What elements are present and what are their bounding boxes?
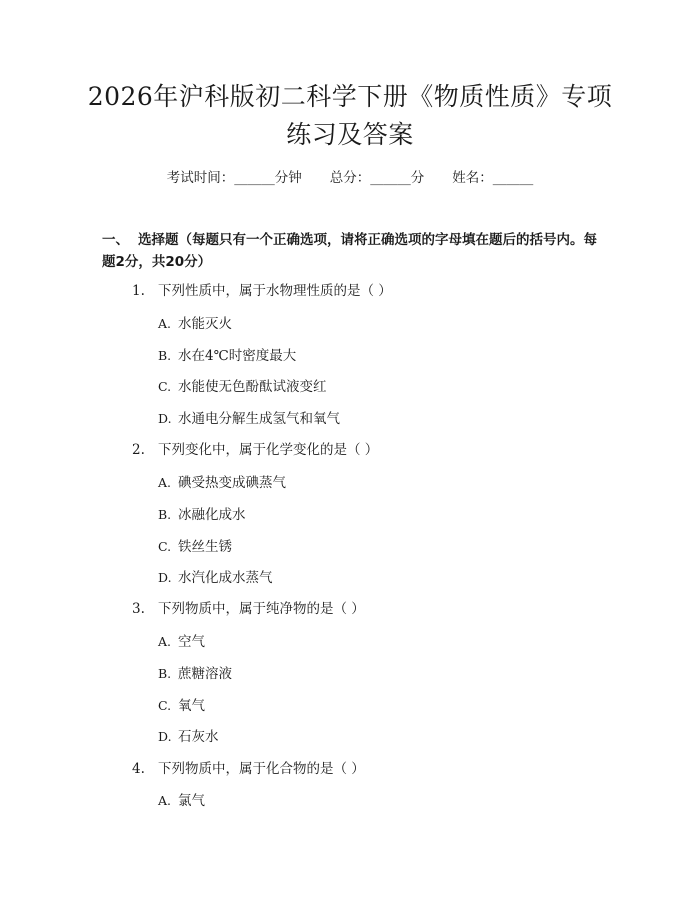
option-text: 氧气 xyxy=(178,698,205,714)
question-1-option-b xyxy=(158,346,296,366)
option-letter: A. xyxy=(158,793,172,808)
option-letter: B. xyxy=(158,348,172,363)
question-number: 1. xyxy=(132,283,145,299)
question-2-option-a xyxy=(158,473,286,493)
option-text: 冰融化成水 xyxy=(178,507,246,523)
option-text: 蔗糖溶液 xyxy=(178,666,232,682)
question-text: 下列物质中，属于纯净物的是（ ） xyxy=(158,601,365,617)
question-text: 下列变化中，属于化学变化的是（ ） xyxy=(158,442,379,458)
question-number: 3. xyxy=(132,601,145,617)
option-letter: B. xyxy=(158,666,172,681)
exam-time-field: 考试时间：______分钟 xyxy=(166,170,302,186)
question-2-option-b xyxy=(158,505,246,525)
option-text: 水在4℃时密度最大 xyxy=(178,348,297,364)
exam-info-line xyxy=(0,168,700,188)
question-4 xyxy=(132,759,365,779)
question-1-option-a xyxy=(158,314,232,334)
option-letter: D. xyxy=(158,729,172,744)
option-text: 铁丝生锈 xyxy=(178,539,232,555)
option-text: 碘受热变成碘蒸气 xyxy=(178,475,286,491)
option-text: 水汽化成水蒸气 xyxy=(178,570,273,586)
question-2 xyxy=(132,440,378,460)
option-letter: B. xyxy=(158,507,172,522)
question-3-option-a xyxy=(158,632,205,652)
question-3 xyxy=(132,599,365,619)
question-number: 4. xyxy=(132,761,145,777)
option-text: 氯气 xyxy=(178,793,205,809)
section-heading xyxy=(102,229,602,273)
question-4-option-a xyxy=(158,791,205,811)
option-letter: C. xyxy=(158,379,172,394)
question-1-option-c xyxy=(158,377,327,397)
total-score-field: 总分：______分 xyxy=(329,170,425,186)
option-text: 水能使无色酚酞试液变红 xyxy=(178,379,327,395)
option-letter: C. xyxy=(158,698,172,713)
question-2-option-c xyxy=(158,537,232,557)
question-3-option-c xyxy=(158,696,205,716)
option-text: 空气 xyxy=(178,634,205,650)
question-3-option-d xyxy=(158,727,219,747)
option-letter: D. xyxy=(158,411,172,426)
student-name-field: 姓名：______ xyxy=(452,170,534,186)
question-3-option-b xyxy=(158,664,232,684)
option-letter: D. xyxy=(158,570,172,585)
document-title: 2026年沪科版初二科学下册《物质性质》专项练习及答案 xyxy=(87,82,613,149)
option-text: 水通电分解生成氢气和氧气 xyxy=(178,411,340,427)
question-number: 2. xyxy=(132,442,145,458)
option-letter: A. xyxy=(158,475,172,490)
question-text: 下列性质中，属于水物理性质的是（ ） xyxy=(158,283,392,299)
section-instructions: 选择题（每题只有一个正确选项，请将正确选项的字母填在题后的括号内。每题2分，共20分） xyxy=(102,232,597,270)
question-text: 下列物质中，属于化合物的是（ ） xyxy=(158,761,365,777)
option-text: 石灰水 xyxy=(178,729,219,745)
option-letter: A. xyxy=(158,634,172,649)
section-number: 一、 xyxy=(102,232,129,248)
question-1 xyxy=(132,281,392,301)
option-letter: A. xyxy=(158,316,172,331)
option-letter: C. xyxy=(158,539,172,554)
question-1-option-d xyxy=(158,409,340,429)
option-text: 水能灭火 xyxy=(178,316,232,332)
question-2-option-d xyxy=(158,568,273,588)
